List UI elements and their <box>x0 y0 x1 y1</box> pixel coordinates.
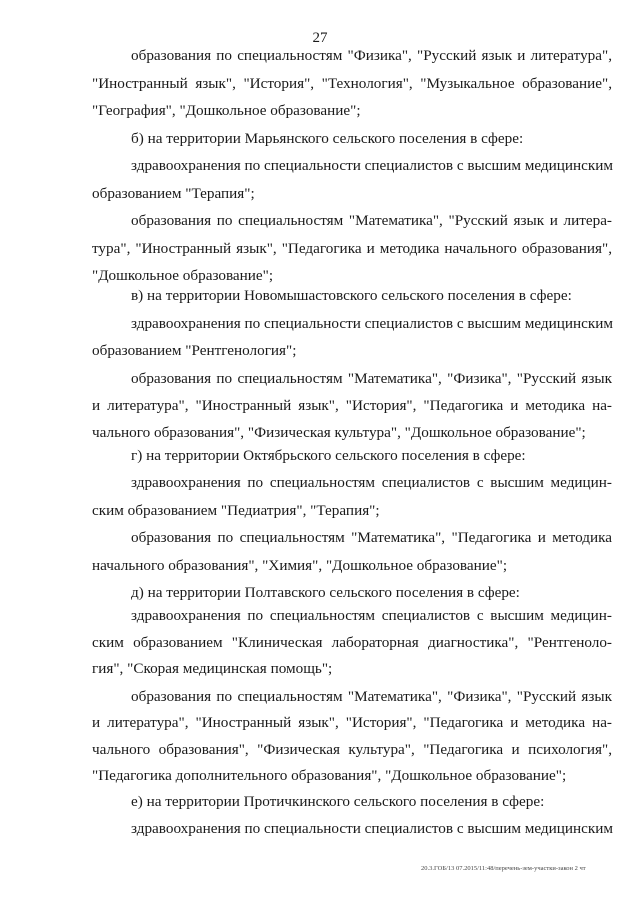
text-line: "Дошкольное образование"; <box>92 267 274 284</box>
text-line: образования по специальностям "Математика", "Физика", "Русский язык <box>131 688 612 705</box>
text-line: чального образования", "Физическая культура", "Педагогика и психология", <box>92 741 612 758</box>
text-line: начального образования", "Химия", "Дошкольное образование"; <box>92 557 508 574</box>
text-line: б) на территории Марьянского сельского поселения в сфере: <box>131 130 524 147</box>
text-line: здравоохранения по специальностям специалистов с высшим медицин- <box>131 474 612 491</box>
text-line: образования по специальностям "Математика", "Физика", "Русский язык <box>131 370 612 387</box>
text-line: ским образованием "Клиническая лабораторная диагностика", "Рентгеноло- <box>92 634 612 651</box>
text-line: д) на территории Полтавского сельского поселения в сфере: <box>131 584 520 601</box>
text-line: гия", "Скорая медицинская помощь"; <box>92 660 333 677</box>
text-line: образования по специальностям "Физика", "Русский язык и литература", <box>131 47 612 64</box>
text-line: образованием "Терапия"; <box>92 185 255 202</box>
text-line: чального образования", "Физическая культура", "Дошкольное образование"; <box>92 424 586 441</box>
text-line: образованием "Рентгенология"; <box>92 342 297 359</box>
text-line: и литература", "Иностранный язык", "История", "Педагогика и методика на- <box>92 397 612 414</box>
text-line: здравоохранения по специальностям специалистов с высшим медицин- <box>131 607 612 624</box>
text-line: г) на территории Октябрьского сельского поселения в сфере: <box>131 447 526 464</box>
text-line: "География", "Дошкольное образование"; <box>92 102 361 119</box>
text-line: и литература", "Иностранный язык", "История", "Педагогика и методика на- <box>92 714 612 731</box>
document-footer: 20.3.ГОБ/13 07.2015/11:48/перечень-зем-участки-закон 2 чт <box>421 865 586 872</box>
text-line: "Педагогика дополнительного образования", "Дошкольное образование"; <box>92 767 567 784</box>
text-line: в) на территории Новомышастовского сельского поселения в сфере: <box>131 287 572 304</box>
text-line: е) на территории Протичкинского сельского поселения в сфере: <box>131 793 545 810</box>
text-line: тура", "Иностранный язык", "Педагогика и методика начального образования", <box>92 240 612 257</box>
text-line: образования по специальностям "Математика", "Русский язык и литера- <box>131 212 612 229</box>
text-line: ским образованием "Педиатрия", "Терапия"; <box>92 502 380 519</box>
text-line: здравоохранения по специальности специалистов с высшим медицинским <box>131 157 613 174</box>
text-line: здравоохранения по специальности специалистов с высшим медицинским <box>131 315 613 332</box>
text-line: "Иностранный язык", "История", "Технология", "Музыкальное образование", <box>92 75 612 92</box>
page-number: 27 <box>312 30 328 46</box>
text-line: образования по специальностям "Математика", "Педагогика и методика <box>131 529 612 546</box>
text-line: здравоохранения по специальности специалистов с высшим медицинским <box>131 820 613 837</box>
